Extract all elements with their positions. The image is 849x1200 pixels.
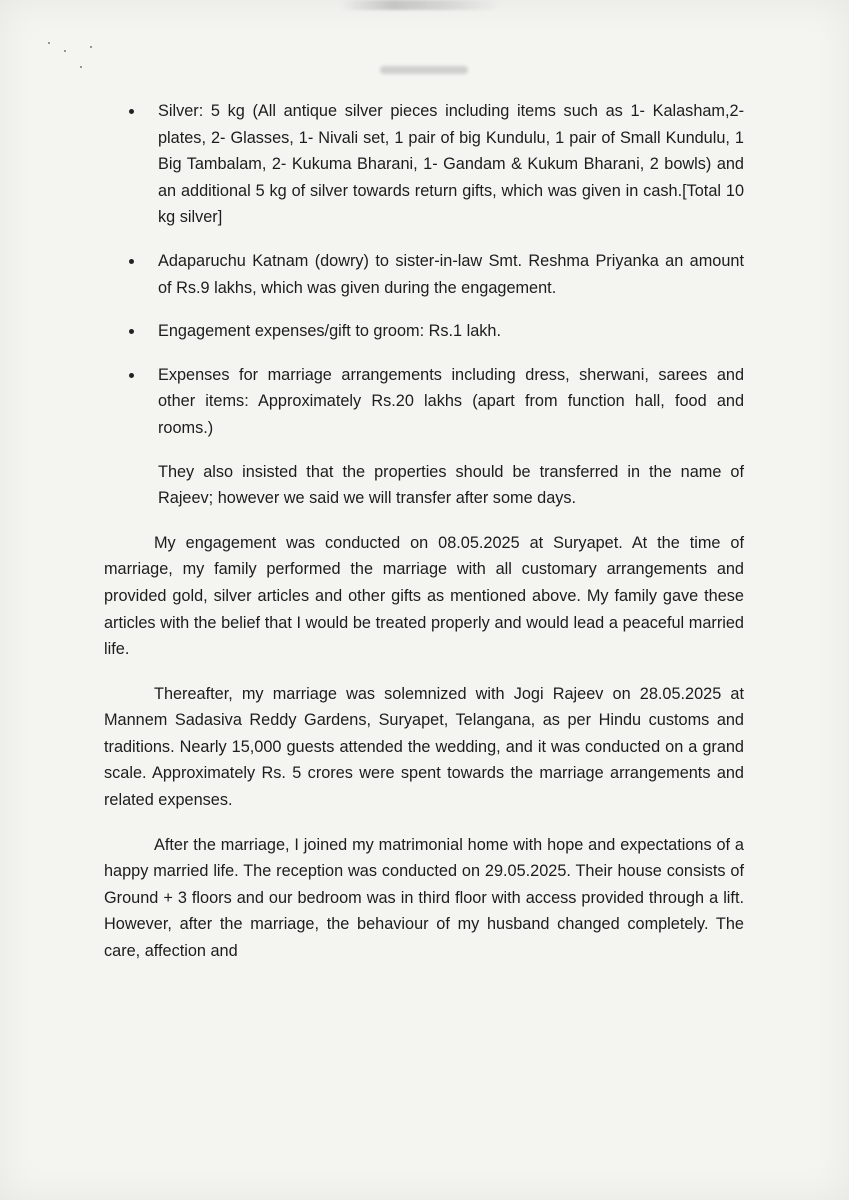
paragraph-marriage: Thereafter, my marriage was solemnized with Jogi Rajeev on 28.05.2025 at Mannem Sadasiva Reddy Gardens, Suryapet, Telangana, as per Hindu customs and traditions. Nearly 15,000 guests attended the wedding, and it was conducted on a grand scale. Approximately Rs. 5 crores were spent towards the marriage arrangements and related expenses.	[104, 684, 744, 810]
list-item-text: Silver: 5 kg (All antique silver pieces including items such as 1- Kalasham,2-plates, 2- Glasses, 1- Nivali set, 1 pair of big Kundulu, 1 pair of Small Kundulu, 1 Big Tambalam, 2- Kukuma Bharani, 1- Gandam & Kukum Bharani, 2 bowls) and an additional 5 kg of silver towards return gifts, which was given in cash.[Total 10 kg silver]	[158, 102, 744, 227]
paragraph-property-transfer: They also insisted that the properties should be transferred in the name of Rajeev; however we said we will transfer after some days.	[158, 462, 744, 508]
scan-speck	[48, 42, 50, 44]
stamp-mark-header	[380, 66, 468, 74]
list-item-text: Expenses for marriage arrangements including dress, sherwani, sarees and other items: Approximately Rs.20 lakhs (apart from function hall, food and rooms.)	[158, 365, 744, 437]
list-item-text: Engagement expenses/gift to groom: Rs.1 lakh.	[158, 322, 502, 341]
scan-speck	[64, 50, 66, 52]
paragraph-after-marriage: After the marriage, I joined my matrimonial home with hope and expectations of a happy married life. The reception was conducted on 29.05.2025. Their house consists of Ground + 3 floors and our bedroom was in third floor with access provided through a lift. However, after the marriage, the behaviour of my husband changed completely. The care, affection and	[104, 835, 744, 961]
bullet-icon	[129, 373, 134, 378]
list-item-text: Adaparuchu Katnam (dowry) to sister-in-law Smt. Reshma Priyanka an amount of Rs.9 lakhs, which was given during the engagement.	[158, 251, 744, 297]
stamp-mark-top	[340, 0, 500, 10]
scan-speck	[80, 66, 82, 68]
bullet-icon	[129, 259, 134, 264]
bullet-icon	[129, 109, 134, 114]
item-list	[104, 98, 744, 442]
list-item	[104, 362, 744, 442]
bullet-icon	[129, 329, 134, 334]
list-item	[104, 248, 744, 301]
scan-speck	[90, 46, 92, 48]
list-item	[104, 98, 744, 231]
list-item	[104, 318, 744, 345]
paragraph-engagement: My engagement was conducted on 08.05.2025 at Suryapet. At the time of marriage, my family performed the marriage with all customary arrangements and provided gold, silver articles and other gifts as mentioned above. My family gave these articles with the belief that I would be treated properly and would lead a peaceful married life.	[104, 533, 744, 659]
document-body	[104, 98, 744, 983]
